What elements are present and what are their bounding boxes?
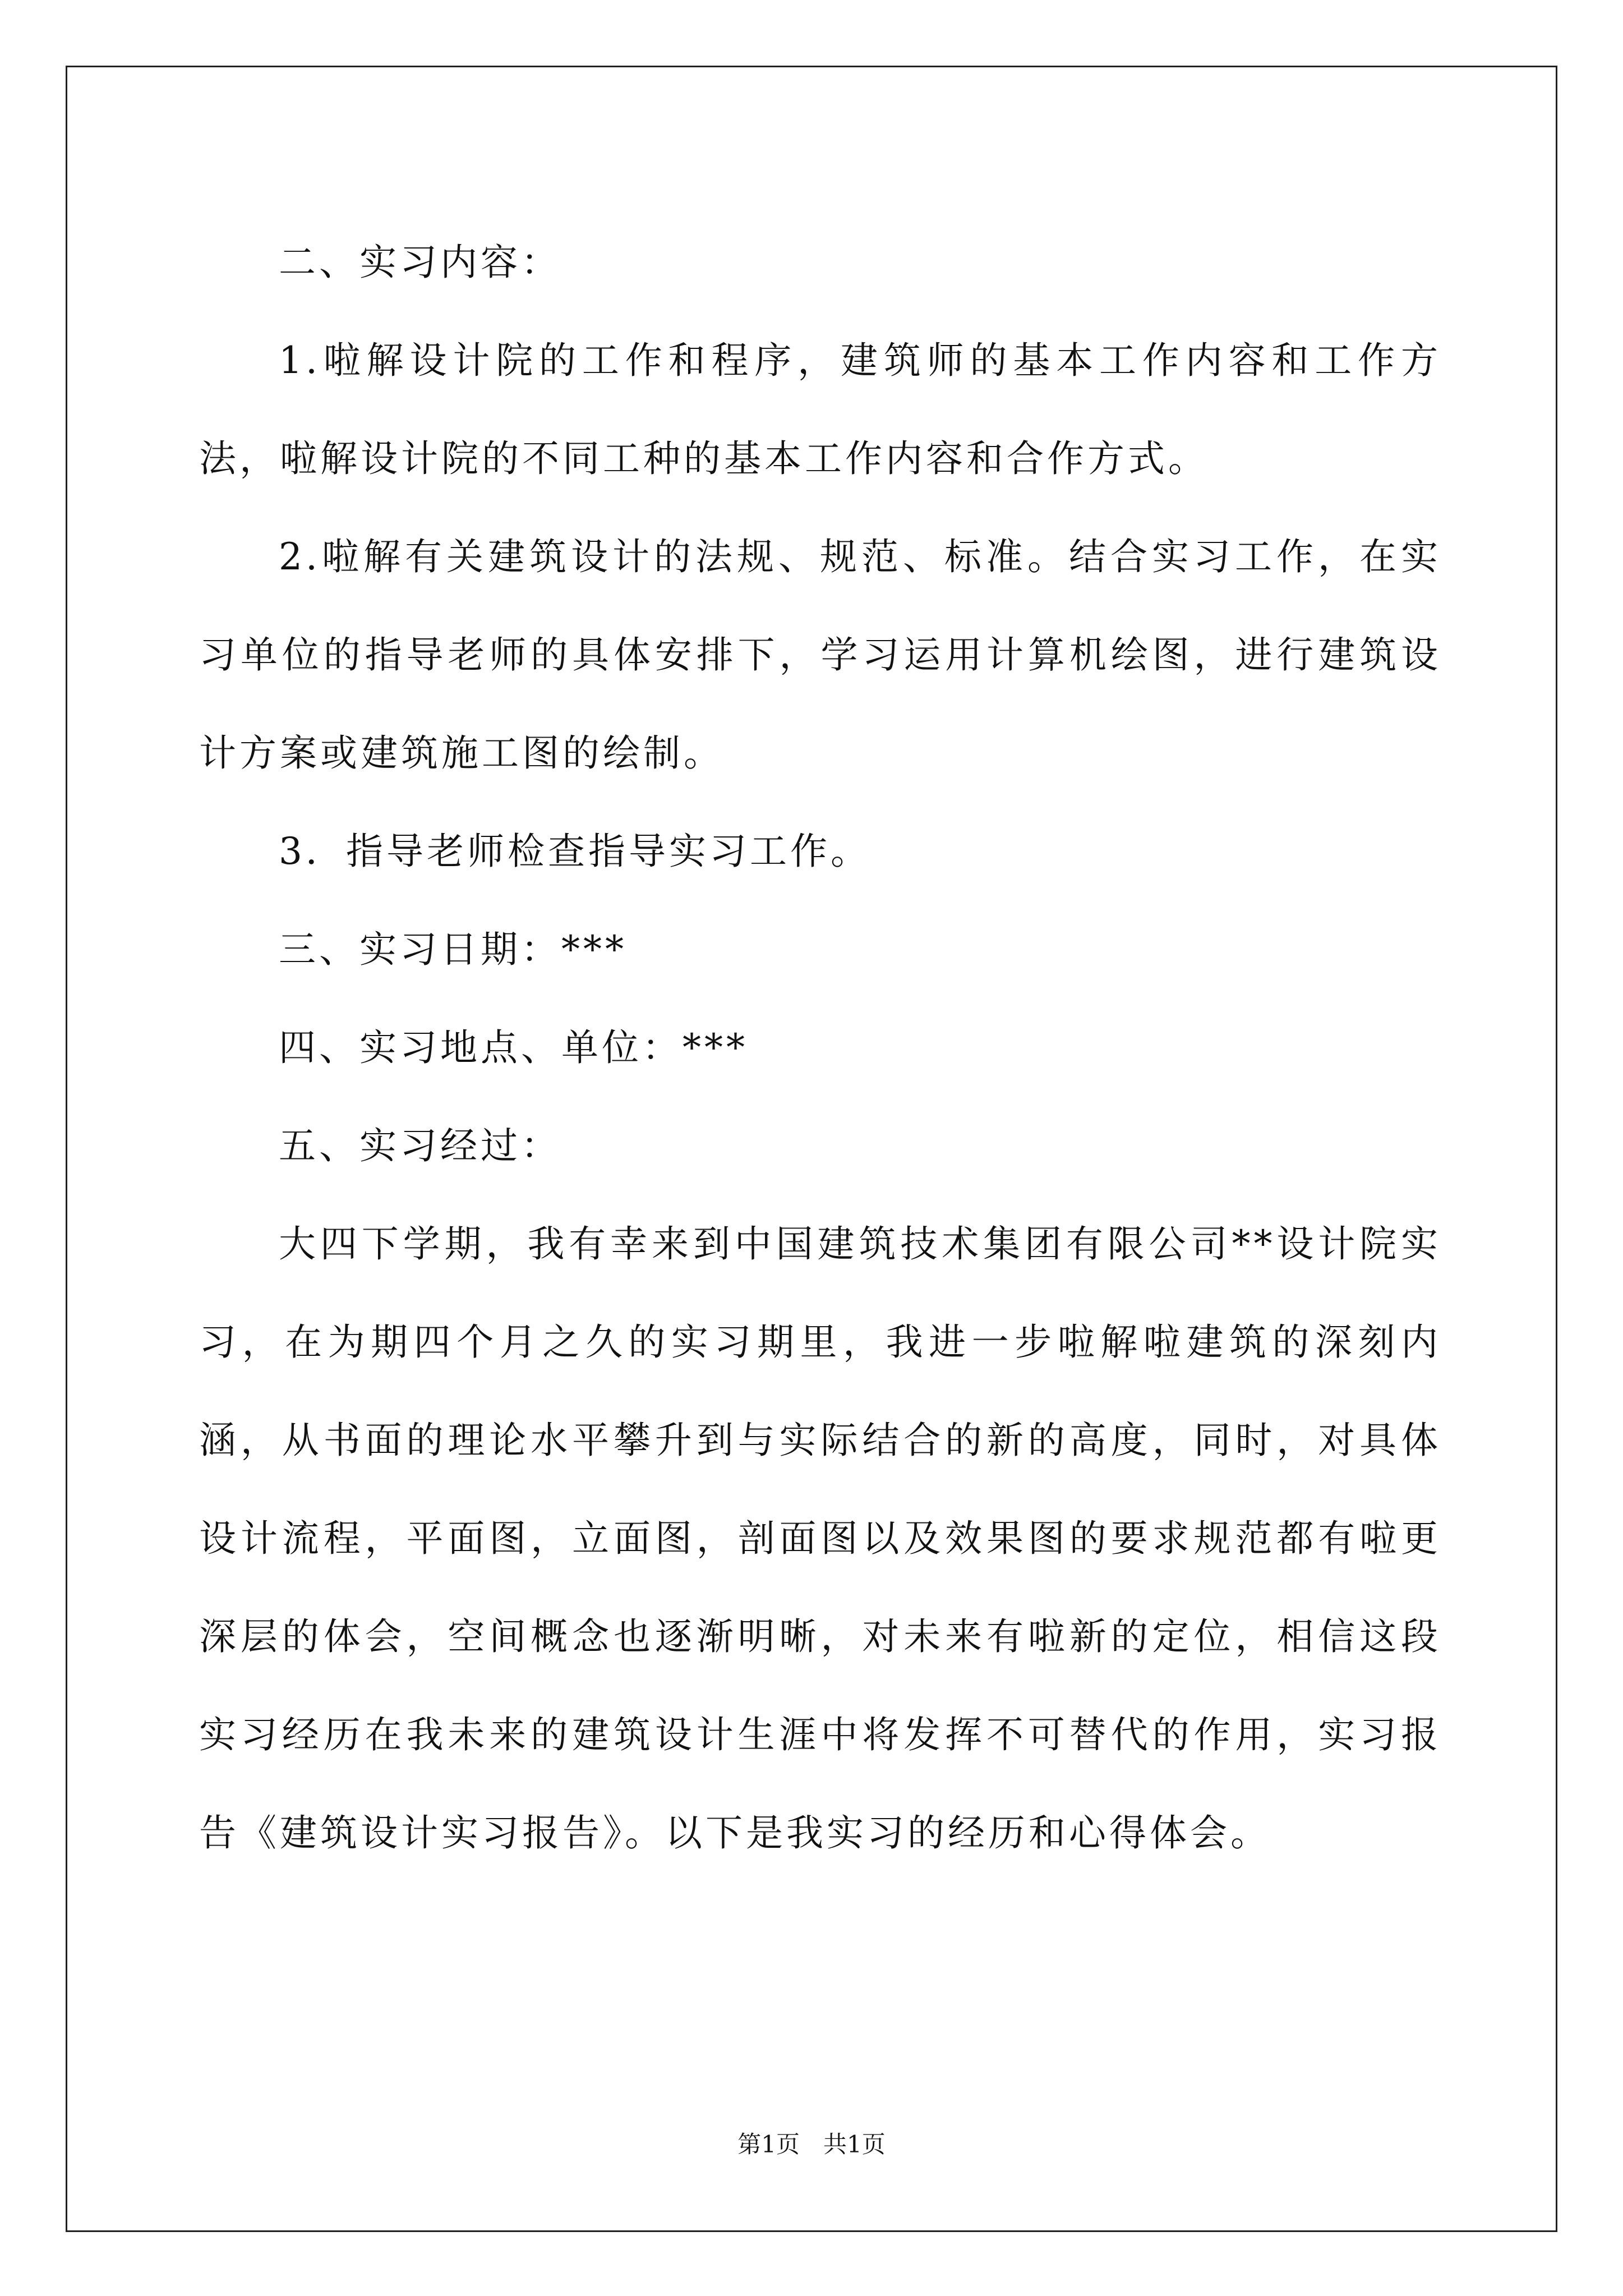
section-heading-content: 二、实习内容： [279,241,561,284]
list-item-1: 1.啦解设计院的工作和程序，建筑师的基本工作内容和工作方法，啦解设计院的不同工种的基本工作内容和合作方式。 [199,339,1441,480]
section-heading-date: 三、实习日期：*** [279,928,627,971]
section-heading-process: 五、实习经过： [279,1124,561,1167]
section-heading-location: 四、实习地点、单位：*** [279,1026,748,1069]
list-item-2: 2.啦解有关建筑设计的法规、规范、标准。结合实习工作，在实习单位的指导老师的具体安排下，学习运用计算机绘图，进行建筑设计方案或建筑施工图的绘制。 [199,535,1441,775]
document-body [199,213,1441,1882]
body-paragraph: 大四下学期，我有幸来到中国建筑技术集团有限公司**设计院实习，在为期四个月之久的实习期里，我进一步啦解啦建筑的深刻内涵，从书面的理论水平攀升到与实际结合的新的高度，同时，对具体设计流程，平面图，立面图，剖面图以及效果图的要求规范都有啦更深层的体会，空间概念也逐渐明晰，对未来有啦新的定位，相信这段实习经历在我未来的建筑设计生涯中将发挥不可替代的作用，实习报告《建筑设计实习报告》。以下是我实习的经历和心得体会。 [199,1222,1441,1855]
page-number-footer: 第1页 共1页 [737,2131,886,2158]
list-item-3: 3．指导老师检查指导实习工作。 [279,830,871,873]
